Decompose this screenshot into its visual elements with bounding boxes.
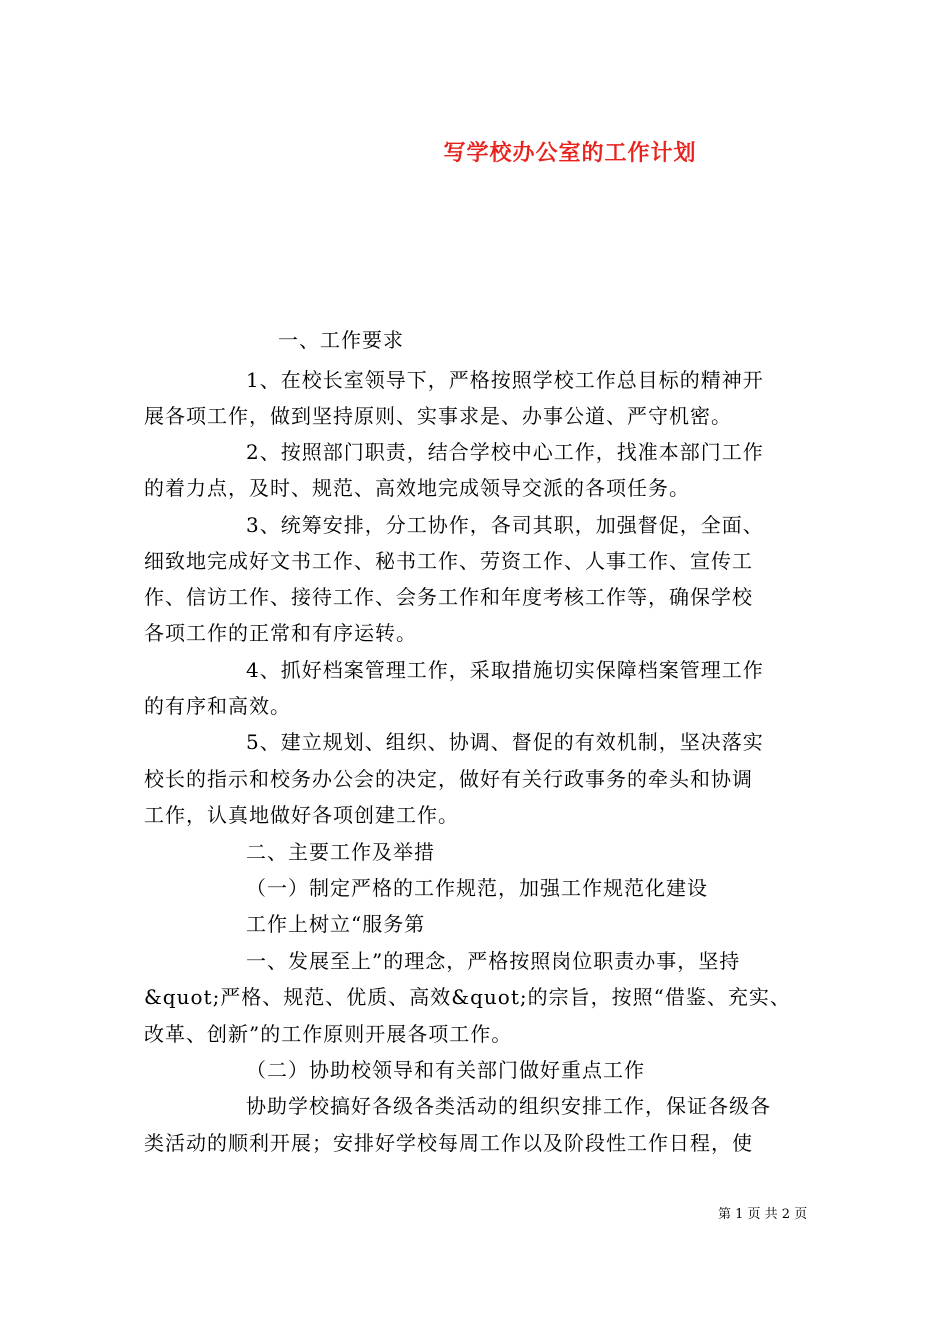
section-heading: 一、工作要求 xyxy=(278,328,404,352)
paragraph-line: 一、发展至上”的理念，严格按照岗位职责办事，坚持 xyxy=(246,949,741,973)
paragraph-line: 工作上树立“服务第 xyxy=(246,912,426,936)
paragraph-line: 校长的指示和校务办公会的决定，做好有关行政事务的牵头和协调 xyxy=(144,767,753,791)
paragraph-line: 类活动的顺利开展；安排好学校每周工作以及阶段性工作日程，使 xyxy=(144,1131,753,1155)
paragraph-line: 各项工作的正常和有序运转。 xyxy=(144,621,417,645)
paragraph-line: 作、信访工作、接待工作、会务工作和年度考核工作等，确保学校 xyxy=(144,585,753,609)
section-heading: 二、主要工作及举措 xyxy=(246,840,435,864)
paragraph-line: 工作，认真地做好各项创建工作。 xyxy=(144,803,459,827)
paragraph-line: 1、在校长室领导下，严格按照学校工作总目标的精神开 xyxy=(246,368,764,392)
paragraph-line: &quot;严格、规范、优质、高效&quot;的宗旨，按照“借鉴、充实、 xyxy=(144,985,791,1009)
paragraph-line: 2、按照部门职责，结合学校中心工作，找准本部门工作 xyxy=(246,440,764,464)
subsection-heading: （二）协助校领导和有关部门做好重点工作 xyxy=(246,1058,645,1082)
paragraph-line: 3、统筹安排，分工协作，各司其职，加强督促，全面、 xyxy=(246,513,764,537)
paragraph-line: 的着力点，及时、规范、高效地完成领导交派的各项任务。 xyxy=(144,476,690,500)
subsection-heading: （一）制定严格的工作规范，加强工作规范化建设 xyxy=(246,876,708,900)
document-title: 写学校办公室的工作计划 xyxy=(443,141,697,166)
paragraph-line: 协助学校搞好各级各类活动的组织安排工作，保证各级各 xyxy=(246,1094,771,1118)
page-number: 第 1 页 共 2 页 xyxy=(718,1207,808,1222)
paragraph-line: 5、建立规划、组织、协调、督促的有效机制，坚决落实 xyxy=(246,730,764,754)
paragraph-line: 改革、创新”的工作原则开展各项工作。 xyxy=(144,1022,513,1046)
paragraph-line: 4、抓好档案管理工作，采取措施切实保障档案管理工作 xyxy=(246,658,764,682)
paragraph-line: 展各项工作，做到坚持原则、实事求是、办事公道、严守机密。 xyxy=(144,404,732,428)
paragraph-line: 细致地完成好文书工作、秘书工作、劳资工作、人事工作、宣传工 xyxy=(144,549,753,573)
paragraph-line: 的有序和高效。 xyxy=(144,694,291,718)
